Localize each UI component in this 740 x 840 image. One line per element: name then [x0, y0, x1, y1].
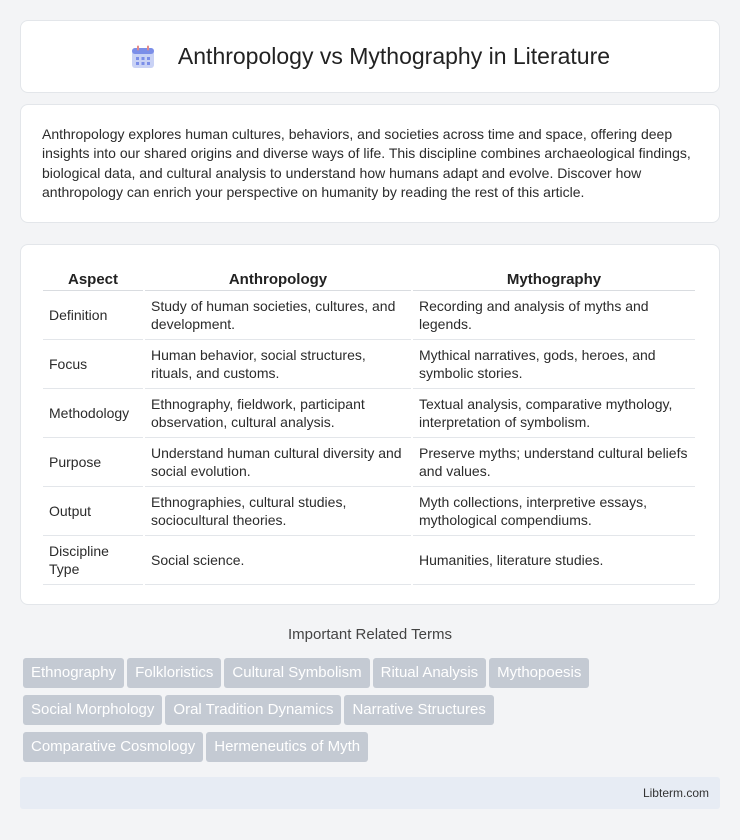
- related-term-tag[interactable]: Comparative Cosmology: [23, 732, 203, 762]
- comparison-table: [41, 265, 697, 585]
- aspect-cell: Output: [43, 487, 143, 536]
- aspect-cell: Focus: [43, 340, 143, 389]
- related-terms-title: Important Related Terms: [288, 626, 452, 643]
- related-term-tag[interactable]: Mythopoesis: [489, 658, 589, 688]
- table-row: [43, 340, 695, 389]
- table-header-row: [43, 265, 695, 291]
- table-row: [43, 389, 695, 438]
- related-term-tag[interactable]: Ritual Analysis: [373, 658, 487, 688]
- mythography-cell: Humanities, literature studies.: [413, 536, 695, 585]
- anthropology-cell: Ethnographies, cultural studies, sociocultural theories.: [145, 487, 411, 536]
- table-row: [43, 536, 695, 585]
- related-terms-list: [23, 658, 723, 769]
- table-row: [43, 487, 695, 536]
- aspect-cell: Methodology: [43, 389, 143, 438]
- calendar-grid-icon: [130, 44, 156, 70]
- footer: [20, 777, 720, 809]
- related-term-tag[interactable]: Social Morphology: [23, 695, 162, 725]
- mythography-cell: Textual analysis, comparative mythology, interpretation of symbolism.: [413, 389, 695, 438]
- aspect-cell: Discipline Type: [43, 536, 143, 585]
- related-term-tag[interactable]: Oral Tradition Dynamics: [165, 695, 341, 725]
- table-row: [43, 291, 695, 340]
- column-header-anthropology: Anthropology: [145, 265, 411, 291]
- mythography-cell: Preserve myths; understand cultural beliefs and values.: [413, 438, 695, 487]
- mythography-cell: Recording and analysis of myths and legends.: [413, 291, 695, 340]
- related-term-tag[interactable]: Narrative Structures: [344, 695, 493, 725]
- header-card: [20, 20, 720, 93]
- intro-card: [20, 104, 720, 223]
- anthropology-cell: Human behavior, social structures, rituals, and customs.: [145, 340, 411, 389]
- anthropology-cell: Social science.: [145, 536, 411, 585]
- related-term-tag[interactable]: Ethnography: [23, 658, 124, 688]
- column-header-mythography: Mythography: [413, 265, 695, 291]
- intro-text: Anthropology explores human cultures, behaviors, and societies across time and space, offering deep insights into our shared origins and diverse ways of life. This discipline combines archaeological findings, biological data, and cultural analysis to understand how humans adapt and evolve. Discover how anthropology can enrich your perspective on humanity by reading the rest of this article.: [42, 126, 691, 201]
- aspect-cell: Purpose: [43, 438, 143, 487]
- aspect-cell: Definition: [43, 291, 143, 340]
- mythography-cell: Myth collections, interpretive essays, mythological compendiums.: [413, 487, 695, 536]
- anthropology-cell: Study of human societies, cultures, and development.: [145, 291, 411, 340]
- footer-site-link[interactable]: Libterm.com: [642, 786, 709, 800]
- related-term-tag[interactable]: Folkloristics: [127, 658, 221, 688]
- related-term-tag[interactable]: Hermeneutics of Myth: [206, 732, 368, 762]
- anthropology-cell: Understand human cultural diversity and social evolution.: [145, 438, 411, 487]
- anthropology-cell: Ethnography, fieldwork, participant observation, cultural analysis.: [145, 389, 411, 438]
- table-row: [43, 438, 695, 487]
- mythography-cell: Mythical narratives, gods, heroes, and symbolic stories.: [413, 340, 695, 389]
- page-title: Anthropology vs Mythography in Literature: [177, 43, 611, 69]
- comparison-table-card: [20, 244, 720, 605]
- related-term-tag[interactable]: Cultural Symbolism: [224, 658, 369, 688]
- column-header-aspect: Aspect: [43, 265, 143, 291]
